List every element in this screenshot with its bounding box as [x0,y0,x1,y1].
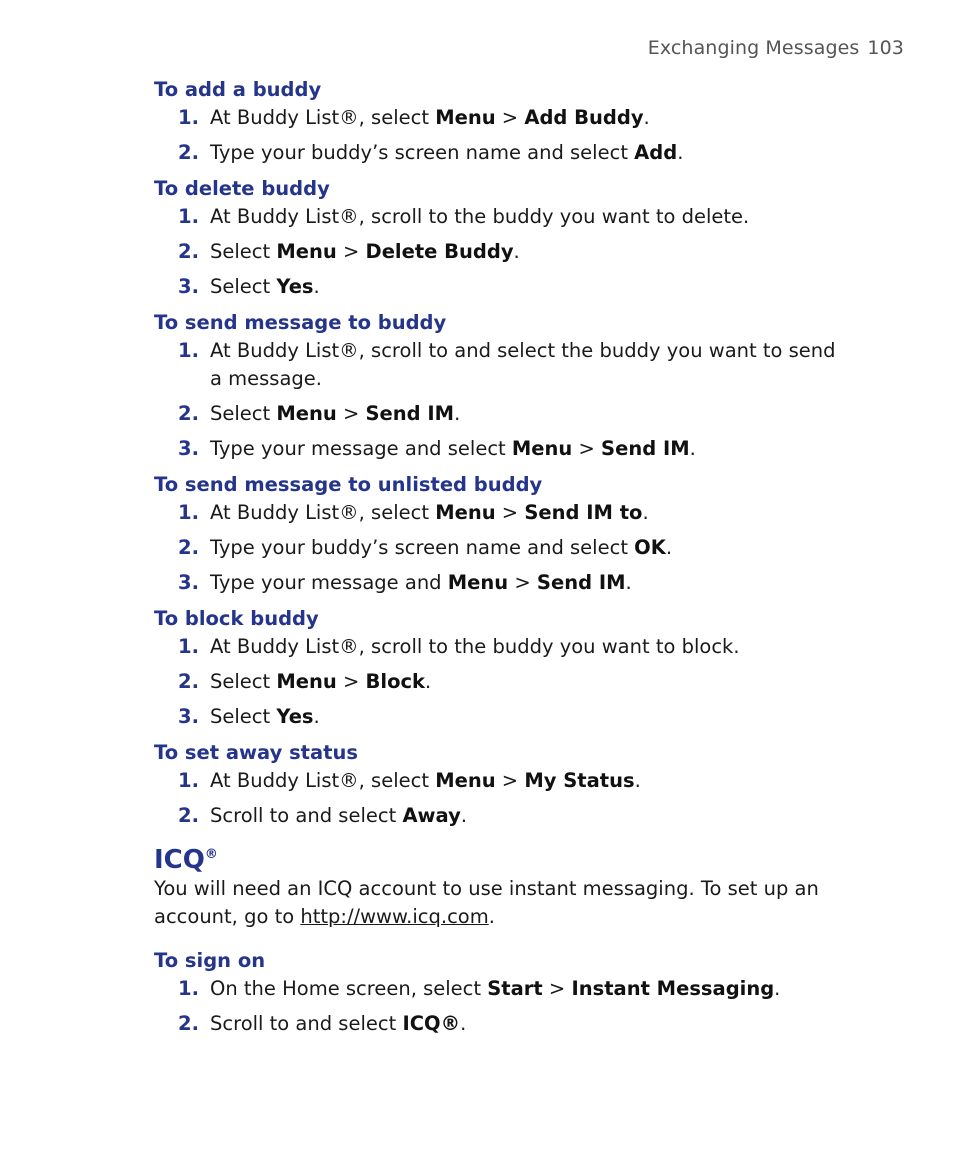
step-text [210,275,320,298]
step-list [154,767,844,830]
step-text [210,1012,466,1035]
step-text-run: Type your buddy’s screen name and select [210,536,635,559]
step-item [154,534,844,562]
ui-term: Menu [435,106,496,129]
step-item [154,569,844,597]
step-number: 3. [178,571,199,594]
step-text-run: At Buddy List®, select [210,106,436,129]
section-to-set-away-status [154,739,844,830]
step-item [154,203,844,231]
step-text [210,977,780,1000]
section-to-block-buddy [154,605,844,731]
step-item [154,1010,844,1038]
step-text-run: > [495,501,525,524]
step-item [154,337,844,393]
step-text-run: Scroll to and select [210,804,403,827]
step-text-run: Select [210,705,277,728]
ui-term: Menu [447,571,509,594]
ui-term: Menu [435,769,496,792]
step-number: 3. [178,705,199,728]
step-text-run: Type your buddy’s screen name and select [210,141,635,164]
ui-term: Menu [511,437,573,460]
ui-term: Add Buddy [524,106,644,129]
chapter-title: Exchanging Messages [647,37,860,59]
step-number: 1. [178,501,199,524]
step-item [154,104,844,132]
section-heading: To set away status [154,741,358,764]
step-text-run: > [508,571,537,594]
step-item [154,238,844,266]
step-item [154,767,844,795]
ui-term: Instant Messaging [571,977,775,1000]
ui-term: Menu [276,402,337,425]
step-text-run: . [643,106,650,129]
ui-term: Menu [276,240,337,263]
icq-intro-text: You will need an ICQ account to use instant messaging. To set up an account, go to [154,877,819,928]
ui-term: Start [487,977,543,1000]
step-text [210,635,740,658]
section-heading: To send message to unlisted buddy [154,473,543,496]
step-text-run: > [336,670,366,693]
step-text [210,705,320,728]
ui-term: Yes [276,705,314,728]
page-content [154,76,844,1046]
section-sign-on [154,947,844,1038]
step-text-run: At Buddy List®, scroll to and select the buddy you want to send a message. [210,339,836,390]
step-text-run: Select [210,670,277,693]
step-text [210,141,683,164]
section-to-add-a-buddy [154,76,844,167]
step-number: 2. [178,536,199,559]
step-number: 2. [178,804,199,827]
step-text-run: . [454,402,461,425]
icq-intro-paragraph [154,875,844,931]
step-text [210,106,650,129]
step-number: 1. [178,977,199,1000]
step-text-run: At Buddy List®, scroll to the buddy you want to block. [210,635,740,658]
step-text-run: > [495,769,525,792]
step-text-run: . [313,275,320,298]
step-item [154,703,844,731]
step-text [210,240,520,263]
step-text-run: . [313,705,320,728]
step-text-run: At Buddy List®, select [210,769,436,792]
step-text-run: . [460,1012,467,1035]
section-to-send-message-to-unlisted-buddy [154,471,844,597]
step-text-run: . [513,240,520,263]
step-text-run: Type your message and [210,571,448,594]
ui-term: ICQ® [402,1012,461,1035]
section-heading: To add a buddy [154,78,322,101]
section-heading-sign-on: To sign on [154,949,266,972]
step-list [154,337,844,463]
step-number: 2. [178,1012,199,1035]
page-number: 103 [867,37,904,59]
ui-term: Yes [276,275,314,298]
step-text [210,339,836,390]
step-text-run: At Buddy List®, scroll to the buddy you want to delete. [210,205,750,228]
registered-mark: ® [204,847,218,862]
step-text-run: . [634,769,641,792]
step-text [210,501,649,524]
section-to-send-message-to-buddy [154,309,844,463]
ui-term: My Status [524,769,635,792]
step-number: 1. [178,205,199,228]
step-number: 1. [178,769,199,792]
step-text-run: > [336,402,366,425]
step-text-run: Type your message and select [210,437,512,460]
icq-heading-text: ICQ [154,845,205,875]
step-text-run: > [336,240,366,263]
step-number: 1. [178,106,199,129]
step-number: 2. [178,141,199,164]
step-number: 1. [178,635,199,658]
icq-heading [154,840,844,875]
icq-intro-period: . [488,905,495,928]
sign-on-steps [154,975,844,1038]
step-text [210,769,641,792]
section-heading: To block buddy [154,607,319,630]
buddy-procedures [154,76,844,830]
ui-term: Add [634,141,678,164]
step-text-run: . [665,536,673,559]
step-list [154,104,844,167]
step-item [154,802,844,830]
step-text-run: > [542,977,572,1000]
step-list [154,633,844,731]
step-item [154,273,844,301]
step-item [154,400,844,428]
step-number: 3. [178,437,199,460]
ui-term: Send IM [601,437,690,460]
step-text-run: . [677,141,684,164]
step-number: 2. [178,240,199,263]
step-number: 2. [178,402,199,425]
step-text [210,205,749,228]
step-text-run: . [625,571,632,594]
step-list [154,203,844,301]
step-item [154,139,844,167]
step-text-run: . [425,670,432,693]
running-header [648,37,904,59]
step-text-run: . [774,977,781,1000]
step-text-run: Scroll to and select [210,1012,403,1035]
step-text-run: . [689,437,696,460]
step-text-run: . [460,804,468,827]
step-text [210,437,696,460]
section-to-delete-buddy [154,175,844,301]
step-text-run: On the Home screen, select [210,977,488,1000]
ui-term: Block [365,670,425,693]
ui-term: Send IM [536,571,626,594]
step-text [210,571,632,594]
ui-term: Send IM to [524,501,643,524]
step-text-run: Select [210,275,277,298]
step-text [210,670,431,693]
step-item [154,668,844,696]
step-number: 3. [178,275,199,298]
icq-website-link[interactable]: http://www.icq.com [300,905,489,928]
section-heading: To send message to buddy [154,311,447,334]
step-item [154,499,844,527]
ui-term: Away [402,804,461,827]
step-text-run: . [642,501,649,524]
step-item [154,975,844,1003]
ui-term: Send IM [365,402,455,425]
section-heading: To delete buddy [154,177,330,200]
ui-term: OK [634,536,666,559]
step-text [210,804,467,827]
step-item [154,435,844,463]
step-number: 1. [178,339,199,362]
step-text [210,402,460,425]
ui-term: Menu [276,670,337,693]
step-text-run: Select [210,402,277,425]
ui-term: Menu [435,501,496,524]
step-text-run: At Buddy List®, select [210,501,436,524]
step-text-run: > [572,437,602,460]
step-list [154,499,844,597]
step-number: 2. [178,670,199,693]
step-text [210,536,672,559]
step-item [154,633,844,661]
step-text-run: Select [210,240,277,263]
ui-term: Delete Buddy [365,240,514,263]
step-text-run: > [495,106,525,129]
